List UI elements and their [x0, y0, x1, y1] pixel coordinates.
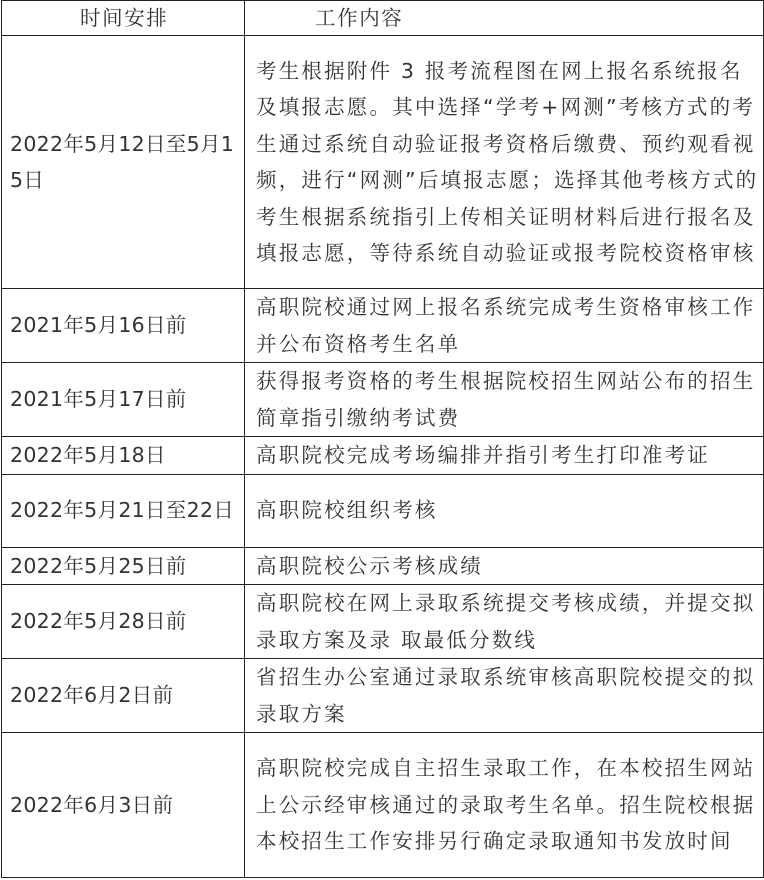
row-content: 高职院校通过网上报名系统完成考生资格审核工作并公布资格考生名单 [245, 289, 764, 363]
row-date: 2021年5月17日前 [2, 363, 245, 437]
header-content: 工作内容 [245, 1, 764, 36]
row-content: 高职院校公示考核成绩 [245, 547, 764, 585]
row-date: 2022年5月25日前 [2, 547, 245, 585]
row-content: 高职院校组织考核 [245, 474, 764, 547]
table-row [2, 659, 764, 733]
row-content: 高职院校完成考场编排并指引考生打印准考证 [245, 437, 764, 475]
table-row [2, 547, 764, 585]
row-date: 2022年5月12日至5月15日 [2, 36, 245, 289]
schedule-table [1, 0, 764, 878]
table-row [2, 363, 764, 437]
table-row [2, 289, 764, 363]
table-row [2, 437, 764, 475]
table-row [2, 474, 764, 547]
table-row [2, 733, 764, 878]
row-content: 高职院校完成自主招生录取工作，在本校招生网站上公示经审核通过的录取考生名单。招生院校根据本校招生工作安排另行确定录取通知书发放时间 [245, 733, 764, 878]
row-date: 2022年5月28日前 [2, 585, 245, 659]
header-row [2, 1, 764, 36]
row-date: 2022年5月18日 [2, 437, 245, 475]
row-date: 2022年5月21日至22日 [2, 474, 245, 547]
row-content: 高职院校在网上录取系统提交考核成绩，并提交拟录取方案及录 取最低分数线 [245, 585, 764, 659]
row-content: 省招生办公室通过录取系统审核高职院校提交的拟录取方案 [245, 659, 764, 733]
row-date: 2022年6月2日前 [2, 659, 245, 733]
row-content: 考生根据附件 3 报考流程图在网上报名系统报名及填报志愿。其中选择“学考+网测”考核方式的考生通过系统自动验证报考资格后缴费、预约观看视频，进行“网测”后填报志愿；选择其他考核方式的考生根据系统指引上传相关证明材料后进行报名及填报志愿，等待系统自动验证或报考院校资格审核 [245, 36, 764, 289]
header-time: 时间安排 [2, 1, 245, 36]
row-content: 获得报考资格的考生根据院校招生网站公布的招生简章指引缴纳考试费 [245, 363, 764, 437]
row-date: 2021年5月16日前 [2, 289, 245, 363]
table-row [2, 585, 764, 659]
table-row [2, 36, 764, 289]
row-date: 2022年6月3日前 [2, 733, 245, 878]
